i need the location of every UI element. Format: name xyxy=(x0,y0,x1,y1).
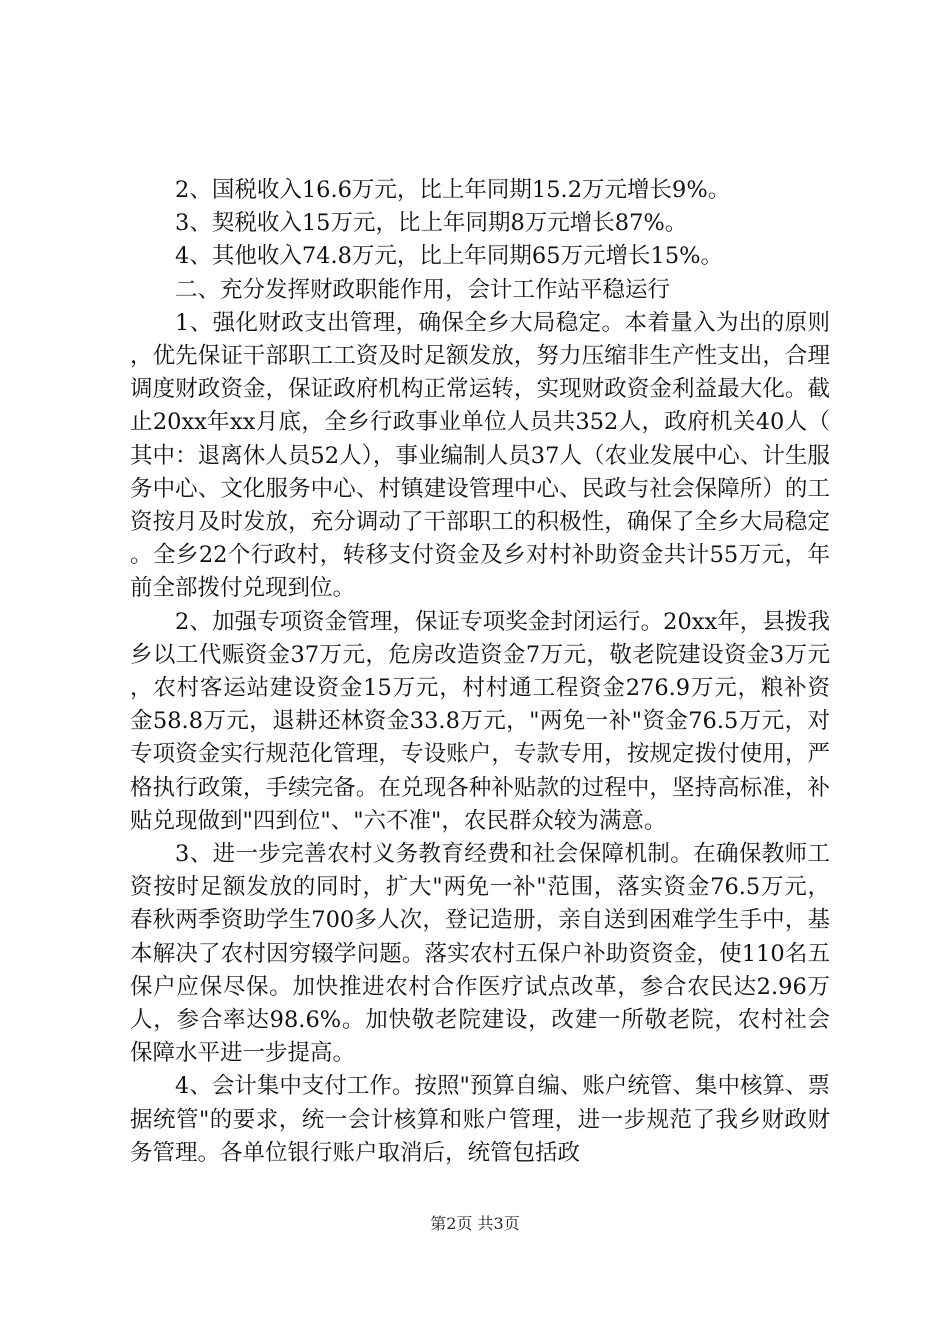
section-heading-fiscal-function: 二、充分发挥财政职能作用，会计工作站平稳运行 xyxy=(175,276,671,303)
document-body xyxy=(130,174,830,1170)
paragraph-education-social-security: 3、进一步完善农村义务教育经费和社会保障机制。在确保教师工资按时足额发放的同时，扩大"两免一补"范围，落实资金76.5万元，春秋两季资助学生700多人次，登记造册，亲自送到困难学生手中，基本解决了农村因穷辍学问题。落实农村五保户补助资资金，使110名五保户应保尽保。加快推进农村合作医疗试点改革，参合农民达2.96万人，参合率达98.6%。加快敬老院建设，改建一所敬老院，农村社会保障水平进一步提高。 xyxy=(130,841,830,1067)
paragraph-centralized-payment: 4、会计集中支付工作。按照"预算自编、账户统管、集中核算、票据统管"的要求，统一会计核算和账户管理，进一步规范了我乡财政财务管理。各单位银行账户取消后，统管包括政 xyxy=(130,1073,830,1166)
page-number-footer: 第2页 共3页 xyxy=(430,1214,520,1233)
paragraph-national-tax: 2、国税收入16.6万元，比上年同期15.2万元增长9%。 xyxy=(175,177,731,203)
paragraph-special-funds: 2、加强专项资金管理，保证专项奖金封闭运行。20xx年，县拨我乡以工代赈资金37万元，危房改造资金7万元，敬老院建设资金3万元，农村客运站建设资金15万元，村村通工程资金276.9万元，粮补资金58.8万元，退耕还林资金33.8万元，"两免一补"资金76.5万元，对专项资金实行规范化管理，专设账户，专款专用，按规定拨付使用，严格执行政策，手续完备。在兑现各种补贴款的过程中，坚持高标准，补贴兑现做到"四到位"、"六不准"，农民群众较为满意。 xyxy=(130,608,830,834)
paragraph-expenditure-management: 1、强化财政支出管理，确保全乡大局稳定。本着量入为出的原则，优先保证干部职工工资及时足额发放，努力压缩非生产性支出，合理调度财政资金，保证政府机构正常运转，实现财政资金利益最大化。截止20xx年xx月底，全乡行政事业单位人员共352人，政府机关40人（其中：退离休人员52人），事业编制人员37人（农业发展中心、计生服务中心、文化服务中心、村镇建设管理中心、民政与社会保障所）的工资按月及时发放，充分调动了干部职工的积极性，确保了全乡大局稳定。全乡22个行政村，转移支付资金及乡对村补助资金共计55万元，年前全部拨付兑现到位。 xyxy=(130,309,830,602)
paragraph-deed-tax: 3、契税收入15万元，比上年同期8万元增长87%。 xyxy=(175,210,688,237)
paragraph-other-income: 4、其他收入74.8万元，比上年同期65万元增长15%。 xyxy=(175,243,724,270)
